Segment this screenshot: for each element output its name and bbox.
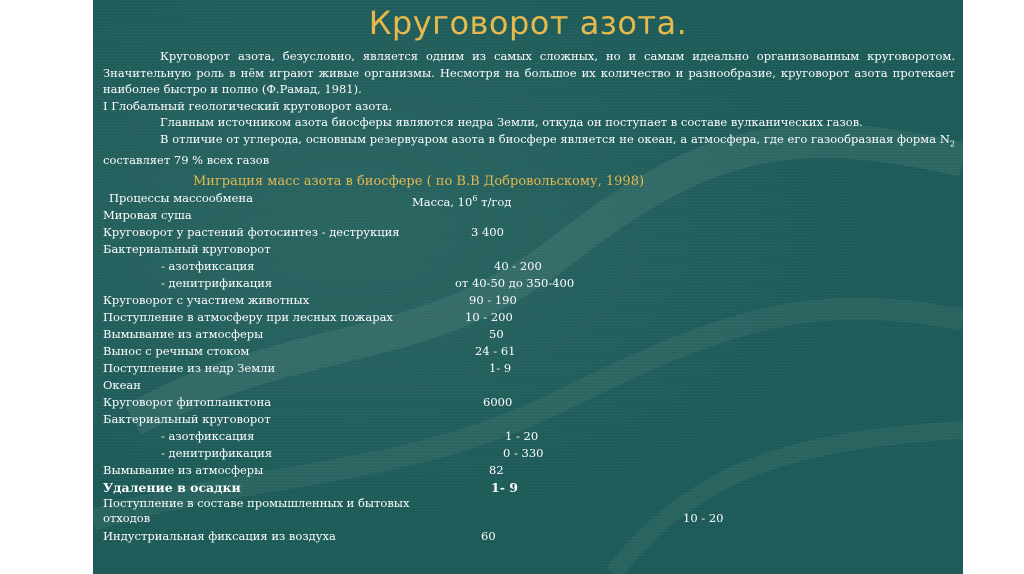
table-row [103,445,955,462]
row-label: Бактериальный круговорот [103,412,271,426]
row-value: 82 [489,463,504,477]
row-value: 60 [481,529,496,543]
intro-paragraph-2: I Глобальный геологический круговорот азота. [103,98,393,113]
header-process: Процессы массообмена [109,191,253,205]
row-label: - денитрификация [161,446,273,460]
table-row [103,292,955,309]
table-row [103,207,955,224]
row-label: Круговорот у растений фотосинтез - деструкция [103,225,400,239]
row-label: Индустриальная фиксация из воздуха [103,529,336,543]
row-label: Бактериальный круговорот [103,242,271,256]
header-mass-text: Масса, 10 [412,194,473,209]
intro-p4-subscript: 2 [949,138,955,148]
row-label: - азотфиксация [161,429,255,443]
row-label: Вымывание из атмосферы [103,327,264,341]
table-row [103,377,955,394]
table-row [103,326,955,343]
table-row [103,360,955,377]
table-row [103,411,955,428]
row-value: 24 - 61 [475,344,516,358]
row-label: Поступление в атмосферу при лесных пожарах [103,310,393,324]
row-value: 10 - 200 [465,310,513,324]
table-row [103,224,955,241]
row-label: Поступление из недр Земли [103,361,276,375]
slide-title: Круговорот азота. [368,4,688,42]
row-value: 90 - 190 [469,293,517,307]
table-row [103,258,955,275]
row-label: Круговорот фитопланктона [103,395,272,409]
row-value: 6000 [483,395,513,409]
table-row [103,428,955,445]
table-title: Миграция масс азота в биосфере ( по В.В Добровольскому, 1998) [193,174,645,189]
row-label: - азотфиксация [161,259,255,273]
row-value: 1 - 20 [505,429,539,443]
row-label: - денитрификация [161,276,273,290]
row-label: Океан [103,378,141,392]
intro-paragraph-1: Круговорот азота, безусловно, является одним из самых сложных, но и самым идеально организованным круговоротом. Значительную роль в нём играют живые организмы. Несмотря на большое их количество и разнообразие, круговорот азота протекает наиболее быстро и полно (Ф.Рамад, 1981). [103,49,955,96]
table-row [103,241,955,258]
row-value: 0 - 330 [503,446,544,460]
table-row [103,462,955,479]
table-row [103,394,955,411]
table-row [103,479,955,496]
row-label: Мировая суша [103,208,192,222]
table-row [103,496,955,528]
intro-paragraph-3: Главным источником азота биосферы являются недра Земли, откуда он поступает в составе вулканических газов. [160,115,863,129]
table-row [103,528,955,545]
table-header-row [103,190,955,207]
header-mass-unit: т/год [477,194,512,209]
row-label: Вымывание из атмосферы [103,463,264,477]
row-label: Вынос с речным стоком [103,344,250,358]
row-label: Круговорот с участием животных [103,293,310,307]
row-value: 50 [489,327,504,341]
table-row [103,309,955,326]
row-value: 1- 9 [489,361,512,375]
intro-p4-text: В отличие от углерода, основным резервуаром азота в биосфере является не океан, а атмосфера, где его газообразная форма N [160,131,950,146]
row-label: Поступление в составе промышленных и бытовых отходов [103,496,410,525]
row-value: 1- 9 [491,480,518,495]
row-value: 3 400 [471,225,504,239]
row-value: 10 - 20 [683,511,724,525]
intro-text [103,48,955,169]
table-row [103,343,955,360]
row-label: Удаление в осадки [103,480,241,495]
header-mass-sup: 6 [472,194,478,203]
row-value: 40 - 200 [494,259,542,273]
intro-paragraph-4 [103,131,955,169]
migration-table [103,190,955,545]
table-row [103,275,955,292]
row-value: от 40-50 до 350-400 [455,276,575,290]
intro-p4-tail: составляет 79 % всех газов [103,153,270,168]
slide [93,0,963,574]
